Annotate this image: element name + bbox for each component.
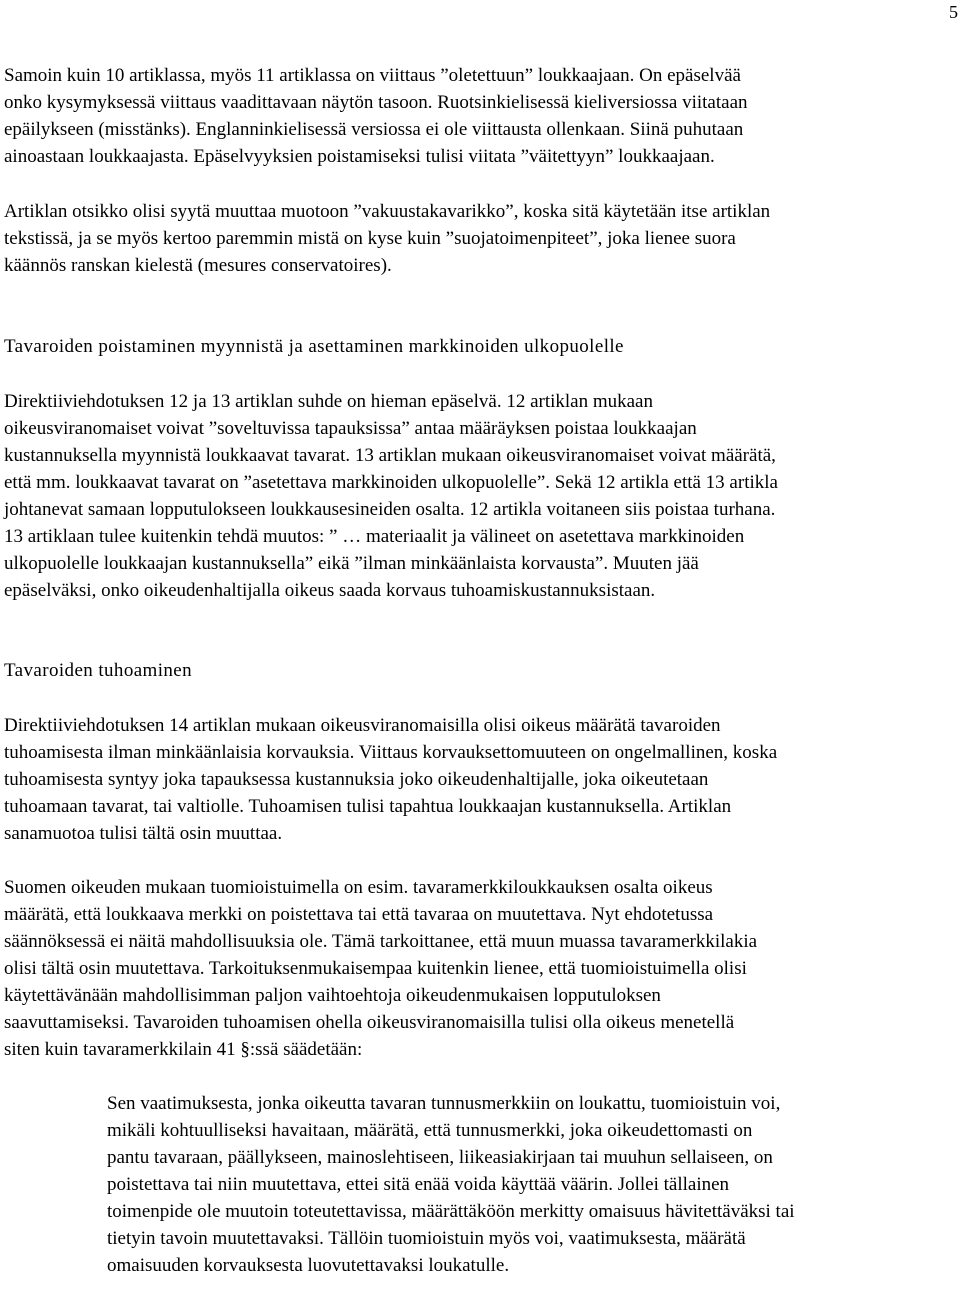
paragraph-14-artikla: Direktiiviehdotuksen 14 artiklan mukaan oikeusviranomaisilla olisi oikeus määrätä tavaroiden tuhoamisesta ilman minkäänlaisia korvauksia. Viittaus korvauksettomuuteen on ongelmallinen, koska tuhoamisesta syntyy joka tapauksessa kustannuksia joko oikeudenhaltijalle, joka oikeutetaan tuhoamaan tavarat, tai valtiolle. Tuhoamisen tulisi tapahtua loukkaajan kustannuksella. Artiklan sanamuotoa tulisi tältä osin muuttaa. xyxy=(4,715,778,844)
section-heading-poistaminen: Tavaroiden poistaminen myynnistä ja asettaminen markkinoiden ulkopuolelle xyxy=(4,336,624,357)
block-quote-tavaramerkkilaki: Sen vaatimuksesta, jonka oikeutta tavaran tunnusmerkkiin on loukattu, tuomioistuin voi, mikäli kohtuulliseksi havaitaan, määrätä, että tunnusmerkki, joka oikeudettomasti on pantu tavaraan, päällykseen, mainoslehtiseen, liikeasiakirjaan tai muuhun sellaiseen, on poistettava tai niin muutettava, ettei sitä enää voida käyttää väärin. Jollei tällainen toimenpide ole muutoin toteutettavissa, määrättäköön merkitty omaisuus hävitettäväksi tai tietyin tavoin muutettavaksi. Tällöin tuomioistuin myös voi, vaatimuksesta, määrätä omaisuuden korvauksesta luovutettavaksi loukatulle. xyxy=(107,1093,795,1276)
paragraph-oletettu-loukkaaja: Samoin kuin 10 artiklassa, myös 11 artiklassa on viittaus ”oletettuun” loukkaajaan. On epäselvää onko kysymyksessä viittaus vaadittavaan näytön tasoon. Ruotsinkielisessä kieliversiossa viitataan epäilykseen (misstänks). Englanninkielisessä versiossa ei ole viittausta ollenkaan. Siinä puhutaan ainoastaan loukkaajasta. Epäselvyyksien poistamiseksi tulisi viitata ”väitettyyn” loukkaajaan. xyxy=(4,65,748,167)
document-body xyxy=(4,62,959,1279)
page-number: 5 xyxy=(949,2,958,22)
paragraph-12-13-artikla: Direktiiviehdotuksen 12 ja 13 artiklan suhde on hieman epäselvä. 12 artiklan mukaan oikeusviranomaiset voivat ”soveltuvissa tapauksissa” antaa määräyksen poistaa loukkaajan kustannuksella myynnistä loukkaavat tavarat. 13 artiklan mukaan oikeusviranomaiset voivat määrätä, että mm. loukkaavat tavarat on ”asetettava markkinoiden ulkopuolelle”. Sekä 12 artikla että 13 artikla johtanevat samaan lopputulokseen loukkausesineiden osalta. 12 artikla voitaneen siis poistaa turhana. 13 artiklaan tulee kuitenkin tehdä muutos: ” … materiaalit ja välineet on asetettava markkinoiden ulkopuolelle loukkaajan kustannuksella” eikä ”ilman minkäänlaista korvausta”. Muuten jää epäselväksi, onko oikeudenhaltijalla oikeus saada korvaus tuhoamiskustannuksistaan. xyxy=(4,391,778,601)
paragraph-suomen-oikeus: Suomen oikeuden mukaan tuomioistuimella on esim. tavaramerkkiloukkauksen osalta oikeus määrätä, että loukkaava merkki on poistettava tai että tavaraa on muutettava. Nyt ehdotetussa säännöksessä ei näitä mahdollisuuksia ole. Tämä tarkoittanee, että muun muassa tavaramerkkilakia olisi tältä osin muutettava. Tarkoituksenmukaisempaa kuitenkin lienee, että tuomioistuimella olisi käytettävänään mahdollisimman paljon vaihtoehtoja oikeudenmukaisen lopputuloksen saavuttamiseksi. Tavaroiden tuhoamisen ohella oikeusviranomaisilla tulisi olla oikeus menetellä siten kuin tavaramerkkilain 41 §:ssä säädetään: xyxy=(4,877,758,1060)
paragraph-artiklan-otsikko: Artiklan otsikko olisi syytä muuttaa muotoon ”vakuustakavarikko”, koska sitä käytetään itse artiklan tekstissä, ja se myös kertoo paremmin mistä on kyse kuin ”suojatoimenpiteet”, joka lienee suora käännös ranskan kielestä (mesures conservatoires). xyxy=(4,201,771,276)
section-heading-tuhoaminen: Tavaroiden tuhoaminen xyxy=(4,660,193,681)
